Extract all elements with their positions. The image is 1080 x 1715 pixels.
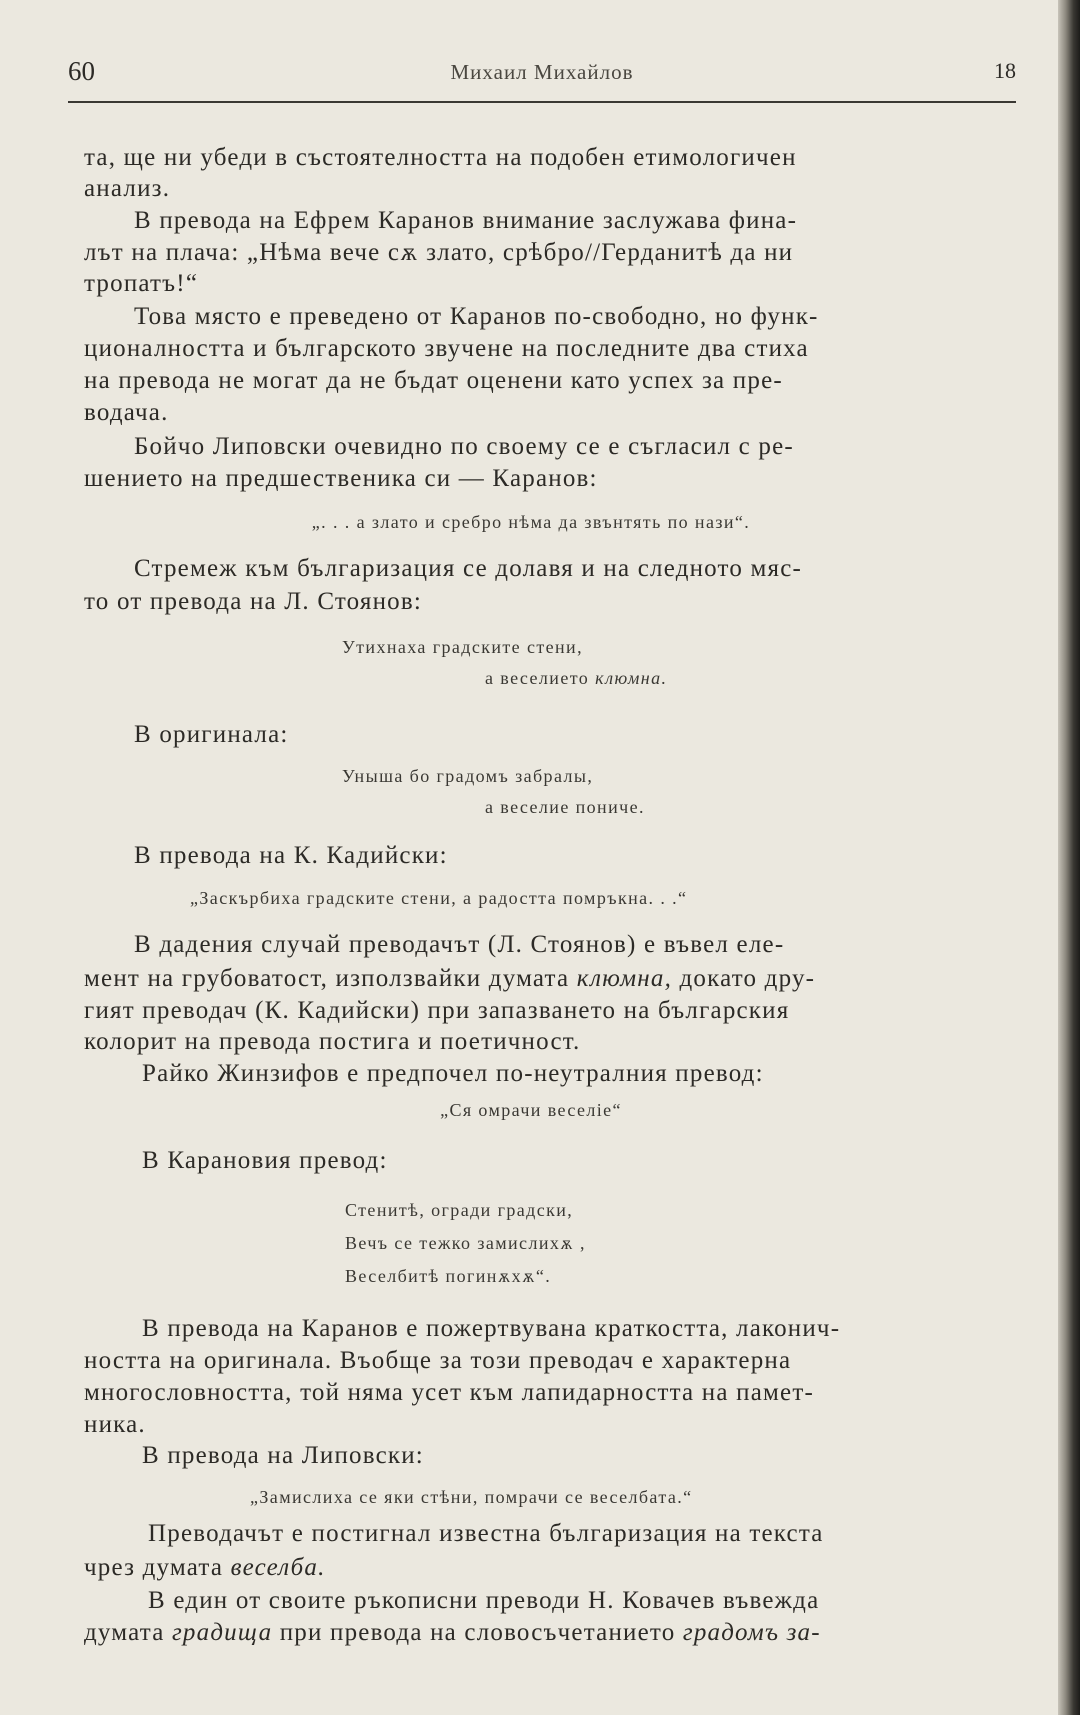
- italic-word: градища: [171, 1619, 273, 1646]
- verse-line: Стенитѣ, огради градски,: [345, 1200, 574, 1220]
- signature-number: 18: [994, 58, 1016, 83]
- text-line: В един от своите ръкописни преводи Н. Ковачев въвежда: [148, 1587, 820, 1614]
- text-line: многословността, той няма усет към лапидарността на памет-: [84, 1379, 814, 1406]
- book-spine-shadow: [1058, 0, 1080, 1715]
- verse-line: Вечъ се тежко замислихѫ ,: [345, 1233, 586, 1253]
- text-line: ника.: [84, 1411, 146, 1438]
- text-line: шението на предшественика си — Каранов:: [84, 465, 598, 492]
- verse-line: а веселие пониче.: [485, 797, 645, 817]
- text-line: Райко Жинзифов е предпочел по-неутралния превод:: [142, 1060, 764, 1087]
- page-number: 60: [68, 56, 95, 86]
- running-title: Михаил Михайлов: [450, 60, 634, 84]
- italic-word: клюмна,: [576, 965, 673, 992]
- italic-word: градомъ за-: [682, 1619, 821, 1646]
- text-line: В превода на К. Кадийски:: [134, 842, 448, 869]
- text-line: В оригинала:: [134, 721, 289, 748]
- header-rule: [68, 101, 1016, 103]
- running-header: [68, 56, 1016, 90]
- text-line: гият преводач (К. Кадийски) при запазването на българския: [84, 997, 790, 1024]
- text-line: анализ.: [84, 175, 171, 202]
- text-line: В превода на Каранов е пожертвувана краткостта, лаконич-: [142, 1315, 841, 1342]
- verse-line: Утихнаха градските стени,: [342, 637, 583, 657]
- text-line: Преводачът е постигнал известна българизация на текста: [148, 1520, 824, 1547]
- text-line: думата градища при превода на словосъчетанието градомъ за-: [84, 1619, 821, 1646]
- text-line: чрез думата веселба.: [84, 1554, 326, 1581]
- text-line: В дадения случай преводачът (Л. Стоянов) е въвел еле-: [134, 931, 785, 958]
- text-line: ността на оригинала. Въобще за този преводач е характерна: [84, 1347, 792, 1374]
- text-line: та, ще ни убеди в състоятелността на подобен етимологичен: [84, 144, 797, 171]
- italic-word: клюмна.: [595, 668, 668, 688]
- text-line: Бойчо Липовски очевидно по своему се е съгласил с ре-: [134, 433, 794, 460]
- text-line: лът на плача: „Нѣма вече сѫ злато, срѣбро//Герданитѣ да ни: [84, 239, 794, 266]
- text-line: то от превода на Л. Стоянов:: [84, 588, 423, 615]
- quote-line: „Замислиха се яки стѣни, помрачи се веселбата.“: [250, 1487, 693, 1507]
- quote-line: „Ся омрачи веселiе“: [440, 1100, 622, 1120]
- text-line: на превода не могат да не бъдат оценени като успех за пре-: [84, 367, 783, 394]
- text-line: Стремеж към българизация се долавя и на следното мяс-: [134, 555, 803, 582]
- verse-line: а веселието клюмна.: [485, 668, 668, 688]
- text-line: В Карановия превод:: [142, 1147, 388, 1174]
- text-line: Това място е преведено от Каранов по-свободно, но функ-: [134, 303, 819, 330]
- text-line: мент на грубоватост, използвайки думата клюмна, докато дру-: [84, 965, 816, 992]
- text-line: ционалността и българското звучене на последните два стиха: [84, 335, 809, 362]
- italic-word: веселба.: [230, 1554, 326, 1581]
- quote-line: „. . . а злато и сребро нѣма да звънтять по нази“.: [311, 512, 751, 532]
- quote-line: „Заскърбиха градските стени, а радостта помръкна. . .“: [190, 888, 688, 908]
- text-line: В превода на Ефрем Каранов внимание заслужава фина-: [134, 207, 798, 234]
- verse-line: Уныша бо градомъ забралы,: [342, 766, 594, 786]
- text-line: В превода на Липовски:: [142, 1442, 424, 1469]
- text-line: водача.: [84, 399, 169, 426]
- text-line: колорит на превода постига и поетичност.: [84, 1028, 581, 1055]
- verse-line: Веселбитѣ погинѫхѫ“.: [345, 1266, 552, 1286]
- text-line: тропатъ!“: [84, 270, 199, 297]
